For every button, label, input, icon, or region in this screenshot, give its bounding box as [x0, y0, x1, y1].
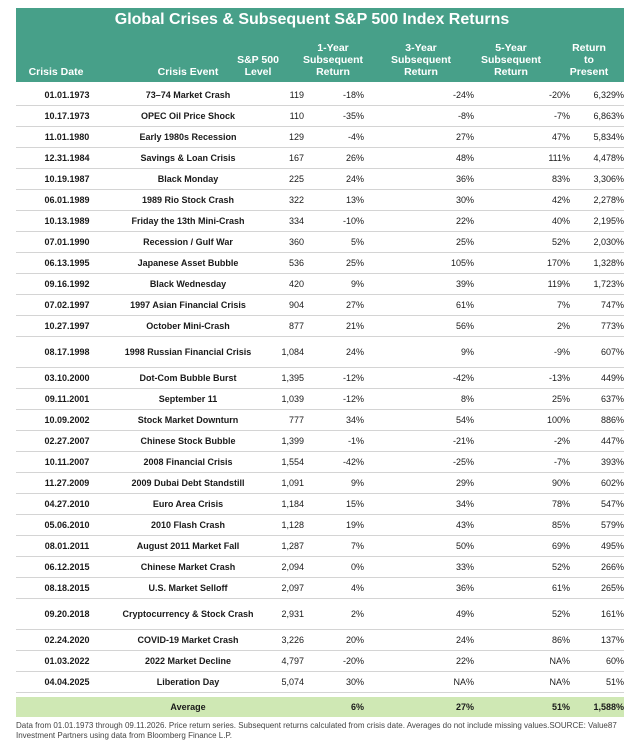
sp500-level-cell: 5,074	[281, 677, 304, 687]
sp500-level-cell: 119	[289, 90, 304, 100]
return-to-present-cell: 637%	[600, 394, 624, 404]
three-year-return-cell: -42%	[452, 373, 474, 383]
return-to-present-cell: 4,478%	[593, 153, 624, 163]
five-year-return-cell: 100%	[546, 415, 570, 425]
crisis-event-cell: Black Wednesday	[149, 278, 227, 289]
five-year-return-cell: 52%	[551, 237, 570, 247]
one-year-return-cell: -10%	[342, 216, 364, 226]
header-line: 3-Year	[405, 42, 437, 54]
crisis-event-cell: Recession / Gulf War	[143, 236, 233, 247]
return-to-present-cell: 579%	[600, 520, 624, 530]
one-year-return-cell: 2%	[350, 609, 364, 619]
five-year-return-cell: 52%	[551, 609, 570, 619]
one-year-return-cell: -20%	[342, 656, 364, 666]
sp500-level-cell: 322	[288, 195, 304, 205]
table-row	[16, 452, 624, 473]
header-line: Return	[316, 66, 350, 78]
crisis-date-cell: 04.04.2025	[44, 677, 90, 687]
sp500-level-cell: 3,226	[281, 635, 304, 645]
return-to-present-cell: 447%	[600, 436, 624, 446]
three-year-return-cell: 22%	[455, 216, 474, 226]
crisis-date-cell: 09.16.1992	[44, 279, 90, 289]
crisis-date-cell: 10.19.1987	[44, 174, 90, 184]
five-year-return-cell: -9%	[553, 347, 570, 357]
header-return-to-present	[560, 42, 618, 78]
one-year-return-cell: 20%	[345, 635, 364, 645]
three-year-return-cell: -8%	[457, 111, 474, 121]
three-year-return-cell: 8%	[460, 394, 474, 404]
five-year-return-cell: 78%	[551, 499, 570, 509]
return-to-present-cell: 6,329%	[593, 90, 624, 100]
one-year-return-cell: 34%	[345, 415, 364, 425]
table-row	[16, 295, 624, 316]
three-year-return-cell: 48%	[455, 153, 474, 163]
three-year-return-cell: 36%	[455, 174, 474, 184]
sp500-level-cell: 1,287	[281, 541, 304, 551]
crisis-date-cell: 10.17.1973	[44, 111, 90, 121]
table-row	[16, 389, 624, 410]
return-to-present-cell: 51%	[605, 677, 624, 687]
header-line: Subsequent	[480, 54, 542, 66]
three-year-return-cell: 54%	[455, 415, 474, 425]
one-year-return-cell: 9%	[350, 478, 364, 488]
table-row	[16, 578, 624, 599]
return-to-present-cell: 2,195%	[593, 216, 624, 226]
table-row	[16, 190, 624, 211]
three-year-return-cell: 34%	[455, 499, 474, 509]
three-year-return-cell: 39%	[455, 279, 474, 289]
return-to-present-cell: 547%	[600, 499, 624, 509]
crisis-event-cell: Euro Area Crisis	[152, 498, 224, 509]
one-year-return-cell: 24%	[345, 347, 364, 357]
crisis-date-cell: 06.13.1995	[44, 258, 90, 268]
sp500-level-cell: 1,084	[281, 347, 304, 357]
one-year-return-cell: -35%	[342, 111, 364, 121]
one-year-return-cell: 5%	[350, 237, 364, 247]
five-year-return-cell: 83%	[551, 174, 570, 184]
crisis-date-cell: 07.01.1990	[44, 237, 90, 247]
three-year-return-cell: -21%	[452, 436, 474, 446]
table-row	[16, 232, 624, 253]
table-row	[16, 557, 624, 578]
five-year-return-cell: 40%	[551, 216, 570, 226]
table-row	[16, 127, 624, 148]
crisis-event-cell: 2008 Financial Crisis	[143, 456, 233, 467]
sp500-level-cell: 2,094	[281, 562, 304, 572]
crisis-date-cell: 01.01.1973	[44, 90, 90, 100]
one-year-return-cell: 25%	[345, 258, 364, 268]
return-to-present-cell: 6,863%	[593, 111, 624, 121]
return-to-present-cell: 60%	[605, 656, 624, 666]
header-line: Level	[244, 66, 272, 78]
sp500-level-cell: 1,091	[281, 478, 304, 488]
sp500-level-cell: 1,399	[281, 436, 304, 446]
table-row	[16, 473, 624, 494]
return-to-present-cell: 449%	[600, 373, 624, 383]
header-crisis-date: Crisis Date	[28, 66, 84, 78]
header-line: Subsequent	[390, 54, 452, 66]
table-row	[16, 106, 624, 127]
three-year-return-cell: 29%	[455, 478, 474, 488]
crisis-event-cell: 1998 Russian Financial Crisis	[124, 346, 252, 357]
table-row	[16, 672, 624, 693]
return-to-present-cell: 1,328%	[593, 258, 624, 268]
one-year-return-cell: 24%	[345, 174, 364, 184]
sp500-level-cell: 420	[288, 279, 304, 289]
header-line: Return	[404, 66, 438, 78]
average-5yr: 51%	[551, 702, 570, 712]
five-year-return-cell: 86%	[551, 635, 570, 645]
header-line: Return	[494, 66, 528, 78]
three-year-return-cell: 36%	[455, 583, 474, 593]
crisis-date-cell: 02.24.2020	[44, 635, 90, 645]
sp500-level-cell: 129	[288, 132, 304, 142]
one-year-return-cell: 21%	[345, 321, 364, 331]
five-year-return-cell: -20%	[548, 90, 570, 100]
crisis-date-cell: 09.20.2018	[44, 609, 90, 619]
crisis-event-cell: Liberation Day	[156, 676, 220, 687]
return-to-present-cell: 1,723%	[593, 279, 624, 289]
crisis-event-cell: 73–74 Market Crash	[145, 89, 231, 100]
average-label: Average	[170, 701, 206, 712]
three-year-return-cell: 30%	[455, 195, 474, 205]
sp500-level-cell: 1,128	[281, 520, 304, 530]
one-year-return-cell: 7%	[350, 541, 364, 551]
sp500-level-cell: 877	[288, 321, 304, 331]
table-row	[16, 169, 624, 190]
crisis-event-cell: 1997 Asian Financial Crisis	[130, 299, 246, 310]
header-line: Subsequent	[302, 54, 364, 66]
crisis-event-cell: Cryptocurrency & Stock Crash	[122, 608, 254, 619]
header-line: Return	[572, 42, 606, 54]
one-year-return-cell: 0%	[350, 562, 364, 572]
sp500-level-cell: 360	[288, 237, 304, 247]
three-year-return-cell: 25%	[455, 237, 474, 247]
sp500-level-cell: 777	[288, 415, 304, 425]
crisis-date-cell: 01.03.2022	[44, 656, 90, 666]
five-year-return-cell: 90%	[551, 478, 570, 488]
crisis-event-cell: October Mini-Crash	[146, 320, 230, 331]
one-year-return-cell: 27%	[345, 300, 364, 310]
three-year-return-cell: 105%	[450, 258, 474, 268]
return-to-present-cell: 495%	[600, 541, 624, 551]
crisis-event-cell: OPEC Oil Price Shock	[140, 110, 236, 121]
average-return-to-present: 1,588%	[593, 702, 624, 712]
five-year-return-cell: -13%	[548, 373, 570, 383]
table-row	[16, 211, 624, 232]
table-title: Global Crises & Subsequent S&P 500 Index Returns	[16, 8, 624, 31]
header-crisis-event: Crisis Event	[157, 66, 219, 78]
three-year-return-cell: -25%	[452, 457, 474, 467]
crisis-date-cell: 02.27.2007	[44, 436, 90, 446]
one-year-return-cell: 19%	[345, 520, 364, 530]
crisis-event-cell: Japanese Asset Bubble	[137, 257, 239, 268]
five-year-return-cell: -7%	[553, 457, 570, 467]
table-row	[16, 651, 624, 672]
crisis-date-cell: 08.17.1998	[44, 347, 90, 357]
one-year-return-cell: 4%	[350, 583, 364, 593]
sp500-level-cell: 110	[289, 111, 304, 121]
sp500-level-cell: 1,039	[281, 394, 304, 404]
table-row	[16, 253, 624, 274]
three-year-return-cell: 22%	[455, 656, 474, 666]
return-to-present-cell: 266%	[600, 562, 624, 572]
crisis-event-cell: September 11	[158, 393, 218, 404]
one-year-return-cell: 9%	[350, 279, 364, 289]
return-to-present-cell: 265%	[600, 583, 624, 593]
three-year-return-cell: 56%	[455, 321, 474, 331]
sp500-level-cell: 1,395	[281, 373, 304, 383]
one-year-return-cell: -12%	[342, 394, 364, 404]
crisis-event-cell: Stock Market Downturn	[137, 414, 239, 425]
table-row	[16, 148, 624, 169]
average-row	[16, 697, 624, 717]
return-to-present-cell: 161%	[600, 609, 624, 619]
three-year-return-cell: NA%	[453, 677, 474, 687]
footnote: Data from 01.01.1973 through 09.11.2026. Price return series. Subsequent returns calculated from crisis date. Averages do not include missing values.SOURCE: Value87 Investment Partners using data from Bloomberg Finance L.P.	[16, 721, 617, 740]
five-year-return-cell: 42%	[551, 195, 570, 205]
crisis-event-cell: Black Monday	[157, 173, 219, 184]
five-year-return-cell: NA%	[549, 677, 570, 687]
five-year-return-cell: 85%	[551, 520, 570, 530]
header-5yr-return	[471, 42, 551, 78]
crisis-date-cell: 05.06.2010	[44, 520, 90, 530]
table-body	[16, 85, 624, 693]
sp500-level-cell: 1,554	[281, 457, 304, 467]
crisis-date-cell: 10.11.2007	[44, 457, 90, 467]
table-row	[16, 515, 624, 536]
crisis-event-cell: 2009 Dubai Debt Standstill	[131, 477, 245, 488]
five-year-return-cell: 69%	[551, 541, 570, 551]
average-3yr: 27%	[455, 702, 474, 712]
table-row	[16, 410, 624, 431]
sp500-level-cell: 536	[288, 258, 304, 268]
return-to-present-cell: 2,278%	[593, 195, 624, 205]
crisis-event-cell: U.S. Market Selloff	[148, 582, 228, 593]
crisis-event-cell: 2022 Market Decline	[144, 655, 232, 666]
table-row	[16, 337, 624, 368]
five-year-return-cell: NA%	[549, 656, 570, 666]
table-row	[16, 431, 624, 452]
three-year-return-cell: 49%	[455, 609, 474, 619]
five-year-return-cell: 47%	[551, 132, 570, 142]
crisis-date-cell: 10.13.1989	[44, 216, 90, 226]
crisis-date-cell: 04.27.2010	[44, 499, 90, 509]
return-to-present-cell: 2,030%	[593, 237, 624, 247]
three-year-return-cell: 24%	[455, 635, 474, 645]
one-year-return-cell: -12%	[342, 373, 364, 383]
crisis-date-cell: 11.27.2009	[44, 478, 90, 488]
five-year-return-cell: 25%	[551, 394, 570, 404]
three-year-return-cell: 61%	[455, 300, 474, 310]
crisis-event-cell: 2010 Flash Crash	[150, 519, 226, 530]
table-header	[16, 31, 624, 82]
table-row	[16, 599, 624, 630]
sp500-level-cell: 2,097	[281, 583, 304, 593]
header-line: 1-Year	[317, 42, 349, 54]
return-to-present-cell: 5,834%	[593, 132, 624, 142]
sp500-level-cell: 1,184	[281, 499, 304, 509]
table-row	[16, 536, 624, 557]
crisis-date-cell: 07.02.1997	[44, 300, 90, 310]
sp500-level-cell: 2,931	[281, 609, 304, 619]
crisis-date-cell: 10.09.2002	[44, 415, 90, 425]
crisis-date-cell: 12.31.1984	[44, 153, 90, 163]
return-to-present-cell: 886%	[600, 415, 624, 425]
five-year-return-cell: 61%	[551, 583, 570, 593]
one-year-return-cell: 15%	[345, 499, 364, 509]
sp500-level-cell: 167	[288, 153, 304, 163]
five-year-return-cell: 7%	[556, 300, 570, 310]
crisis-date-cell: 06.01.1989	[44, 195, 90, 205]
crisis-date-cell: 11.01.1980	[44, 132, 90, 142]
header-line: 5-Year	[495, 42, 527, 54]
one-year-return-cell: -18%	[342, 90, 364, 100]
return-to-present-cell: 773%	[600, 321, 624, 331]
table-row	[16, 494, 624, 515]
one-year-return-cell: 13%	[345, 195, 364, 205]
one-year-return-cell: 26%	[345, 153, 364, 163]
five-year-return-cell: 170%	[546, 258, 570, 268]
crisis-event-cell: August 2011 Market Fall	[136, 540, 240, 551]
five-year-return-cell: 2%	[556, 321, 570, 331]
crisis-date-cell: 08.18.2015	[44, 583, 90, 593]
table-row	[16, 630, 624, 651]
table-row	[16, 368, 624, 389]
header-line: to	[584, 54, 594, 66]
header-3yr-return	[381, 42, 461, 78]
one-year-return-cell: -1%	[347, 436, 364, 446]
three-year-return-cell: -24%	[452, 90, 474, 100]
crisis-event-cell: Dot-Com Bubble Burst	[139, 372, 237, 383]
crisis-event-cell: Chinese Stock Bubble	[140, 435, 236, 446]
crisis-date-cell: 08.01.2011	[44, 541, 90, 551]
crisis-event-cell: COVID-19 Market Crash	[137, 634, 239, 645]
one-year-return-cell: -4%	[347, 132, 364, 142]
return-to-present-cell: 137%	[600, 635, 624, 645]
sp500-level-cell: 4,797	[281, 656, 304, 666]
return-to-present-cell: 602%	[600, 478, 624, 488]
three-year-return-cell: 43%	[455, 520, 474, 530]
header-1yr-return	[293, 42, 373, 78]
sp500-level-cell: 334	[288, 216, 304, 226]
crisis-event-cell: Early 1980s Recession	[139, 131, 237, 142]
crisis-event-cell: Chinese Market Crash	[140, 561, 236, 572]
five-year-return-cell: 111%	[548, 153, 570, 163]
three-year-return-cell: 33%	[455, 562, 474, 572]
crisis-event-cell: 1989 Rio Stock Crash	[141, 194, 235, 205]
five-year-return-cell: 119%	[547, 279, 570, 289]
return-to-present-cell: 607%	[600, 347, 624, 357]
crisis-date-cell: 03.10.2000	[44, 373, 90, 383]
header-line: S&P 500	[237, 54, 279, 66]
header-sp500-level	[228, 54, 288, 78]
table-row	[16, 316, 624, 337]
crisis-date-cell: 06.12.2015	[44, 562, 90, 572]
return-to-present-cell: 393%	[600, 457, 624, 467]
five-year-return-cell: -2%	[553, 436, 570, 446]
header-line: Present	[569, 66, 609, 78]
crisis-date-cell: 10.27.1997	[44, 321, 90, 331]
three-year-return-cell: 9%	[460, 347, 474, 357]
average-1yr: 6%	[350, 702, 364, 712]
crisis-event-cell: Savings & Loan Crisis	[140, 152, 236, 163]
three-year-return-cell: 50%	[455, 541, 474, 551]
return-to-present-cell: 747%	[600, 300, 624, 310]
one-year-return-cell: -42%	[342, 457, 364, 467]
crisis-event-cell: Friday the 13th Mini-Crash	[131, 215, 245, 226]
sp500-level-cell: 225	[288, 174, 304, 184]
table-row	[16, 85, 624, 106]
one-year-return-cell: 30%	[345, 677, 364, 687]
return-to-present-cell: 3,306%	[593, 174, 624, 184]
five-year-return-cell: 52%	[551, 562, 570, 572]
crisis-date-cell: 09.11.2001	[44, 394, 90, 404]
table-row	[16, 274, 624, 295]
five-year-return-cell: -7%	[553, 111, 570, 121]
sp500-level-cell: 904	[288, 300, 304, 310]
three-year-return-cell: 27%	[455, 132, 474, 142]
